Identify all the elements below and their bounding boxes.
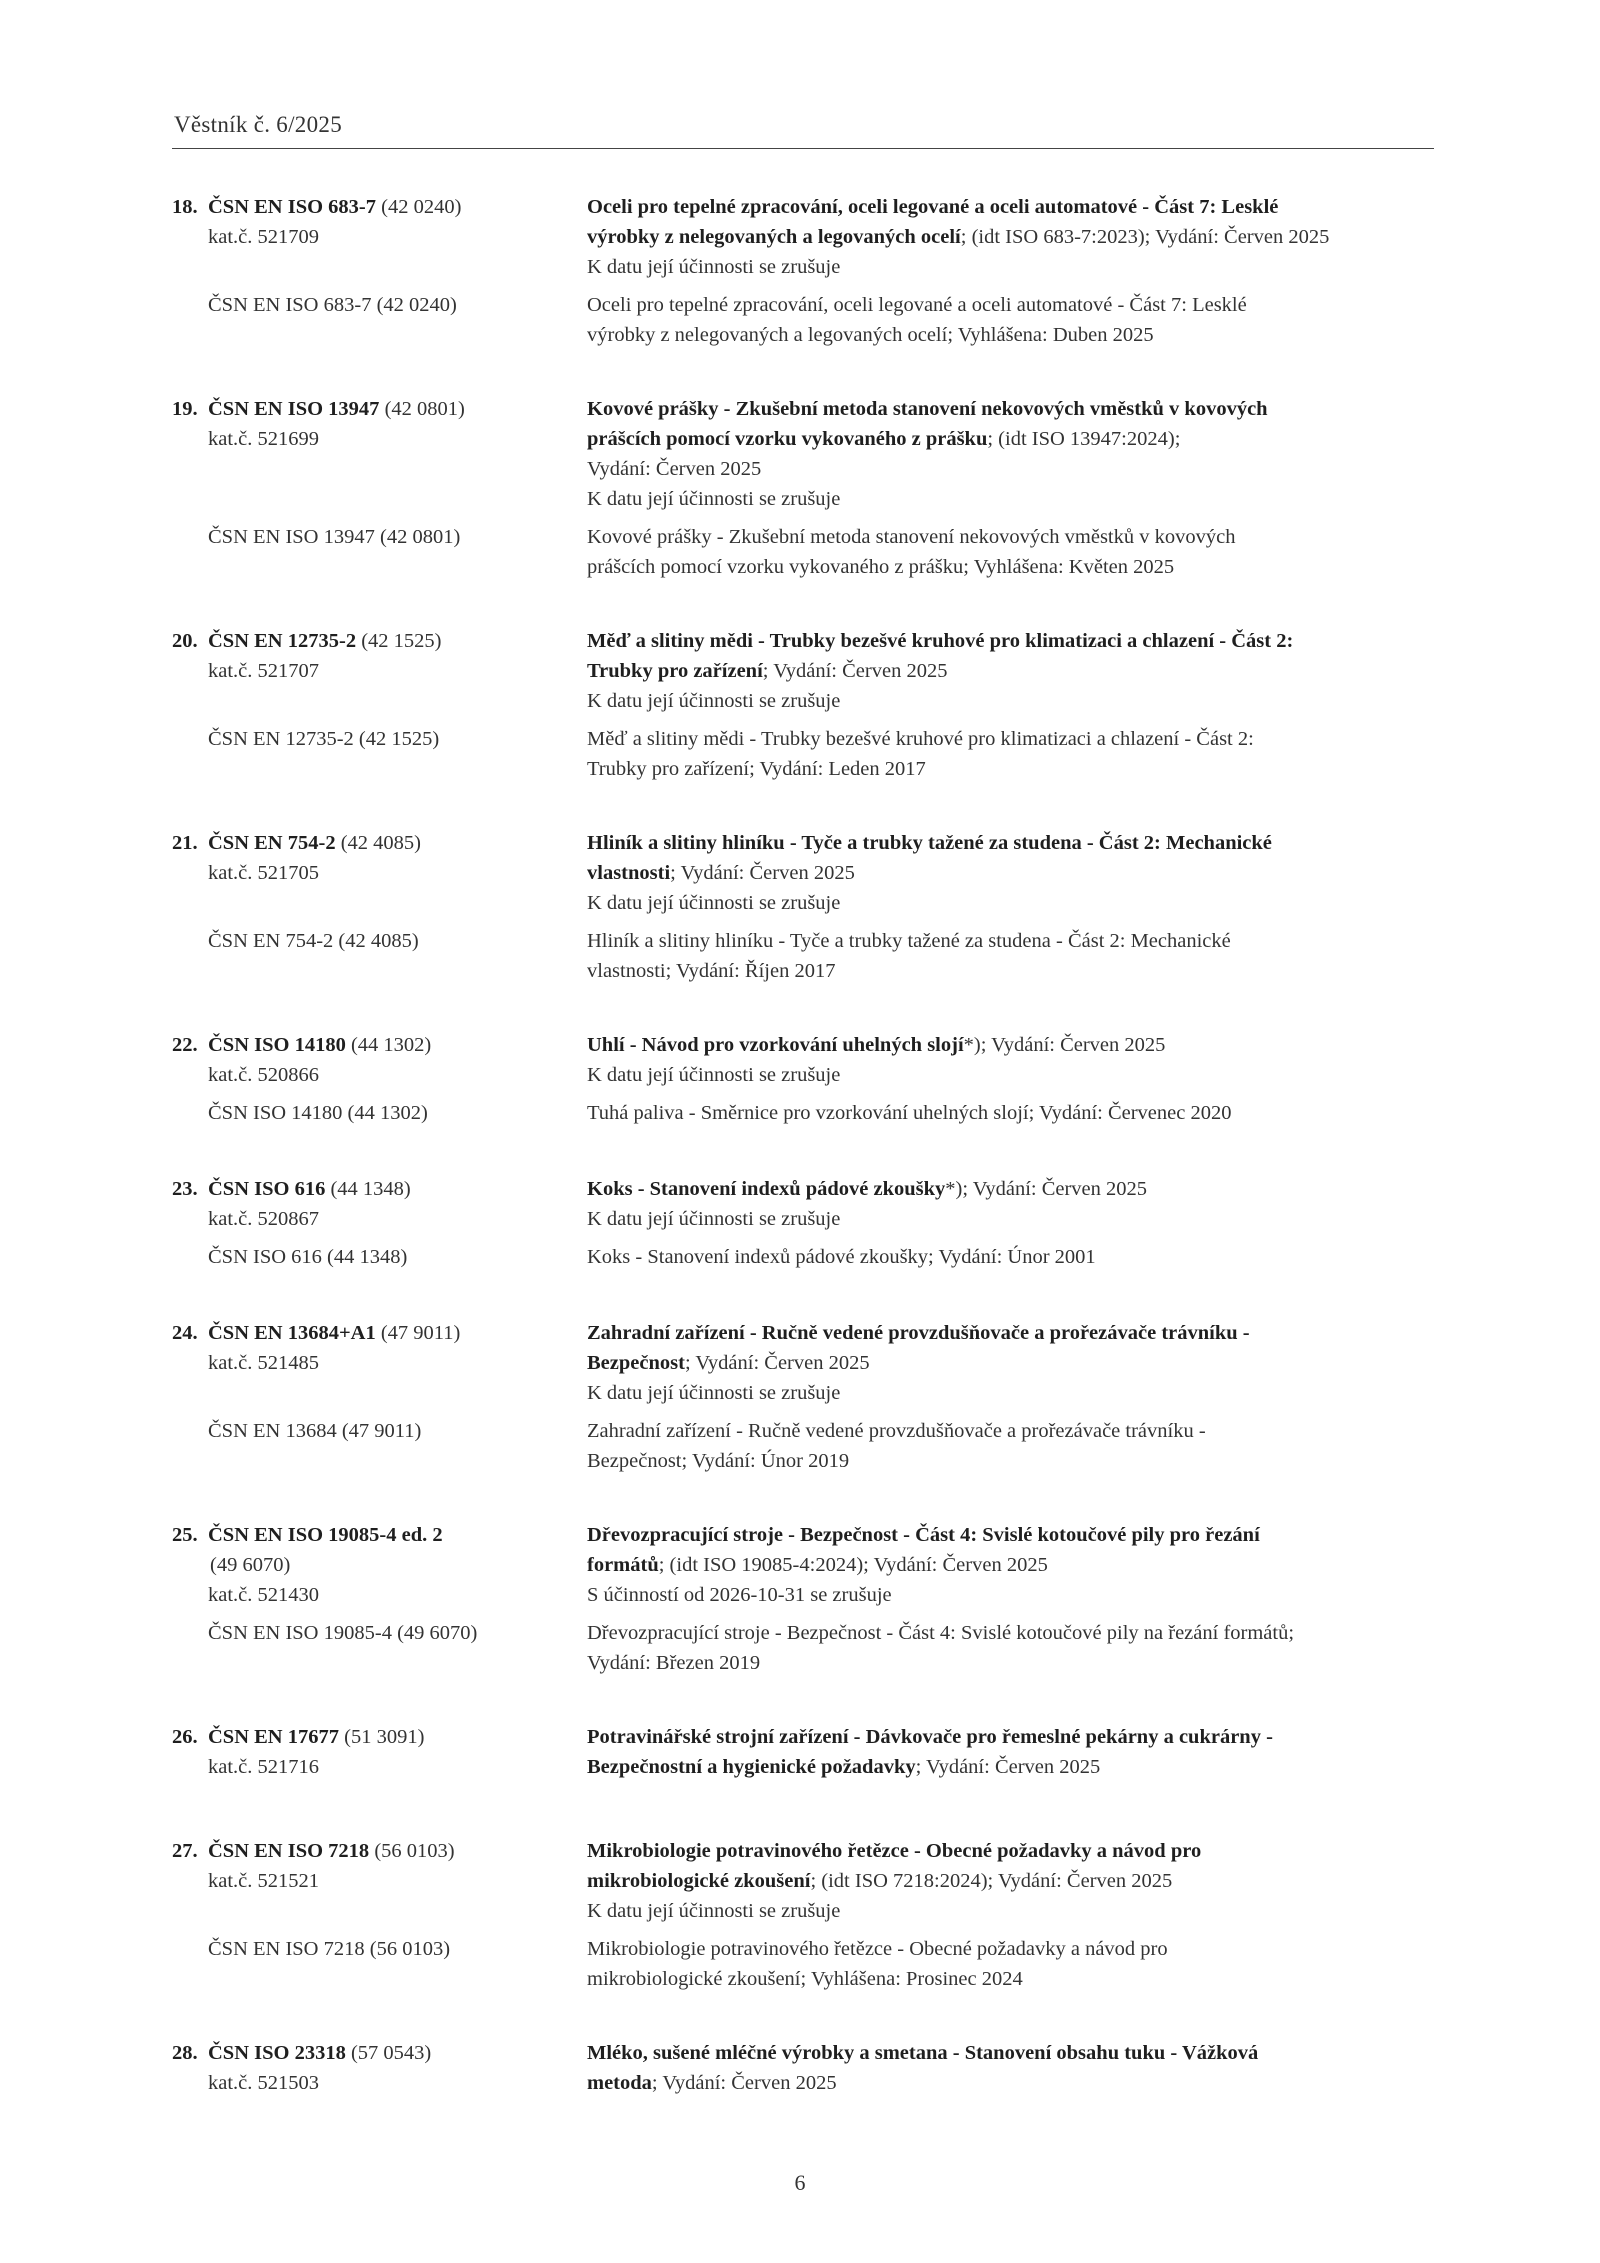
replaced-title-line: Měď a slitiny mědi - Trubky bezešvé kruhové pro klimatizaci a chlazení - Část 2:: [587, 728, 1254, 750]
standard-title: [587, 1722, 1437, 1782]
title-details: Vydání: Červen 2025: [587, 458, 762, 480]
standard-code: ČSN ISO 616: [208, 1178, 326, 1200]
replaced-standard-code: [172, 1618, 572, 1648]
replaced-title-line: Oceli pro tepelné zpracování, oceli legované a oceli automatové - Část 7: Lesklé: [587, 294, 1247, 316]
replaced-code: ČSN ISO 616 (44 1348): [208, 1246, 408, 1268]
replaced-title-line: Dřevozpracující stroje - Bezpečnost - Část 4: Svislé kotoučové pily na řezání formátů;: [587, 1622, 1295, 1644]
standard-designation: [172, 626, 572, 686]
standard-code: ČSN EN 12735-2: [208, 630, 357, 652]
replaced-standard-title: [587, 1934, 1437, 1994]
title-details: *); Vydání: Červen 2025: [963, 1034, 1166, 1056]
catalog-number: kat.č. 521699: [208, 428, 320, 450]
title-bold: Oceli pro tepelné zpracování, oceli legované a oceli automatové - Část 7: Lesklé: [587, 196, 1279, 218]
standard-code: ČSN EN 13684+A1: [208, 1322, 376, 1344]
title-details: *); Vydání: Červen 2025: [945, 1178, 1148, 1200]
standard-title: [587, 192, 1437, 282]
title-details: ; Vydání: Červen 2025: [762, 660, 948, 682]
classification-code: (57 0543): [350, 2042, 432, 2064]
replaced-code: ČSN ISO 14180 (44 1302): [208, 1102, 428, 1124]
title-bold: Koks - Stanovení indexů pádové zkoušky: [587, 1178, 946, 1200]
catalog-number: kat.č. 521716: [208, 1756, 320, 1778]
standard-designation: [172, 1174, 572, 1234]
replaced-title-line: Bezpečnost; Vydání: Únor 2019: [587, 1450, 850, 1472]
entry-number: 18.: [172, 196, 198, 218]
replaced-title-line: Koks - Stanovení indexů pádové zkoušky; Vydání: Únor 2001: [587, 1246, 1096, 1268]
classification-code: (42 0240): [381, 196, 462, 218]
title-details: K datu její účinnosti se zrušuje: [587, 1900, 841, 1922]
title-bold: vlastnosti: [587, 862, 671, 884]
catalog-number: kat.č. 521521: [208, 1870, 320, 1892]
title-bold: Mléko, sušené mléčné výrobky a smetana - Stanovení obsahu tuku - Vážková: [587, 2042, 1259, 2064]
standard-designation: [172, 1722, 572, 1782]
standard-code: ČSN ISO 23318: [208, 2042, 346, 2064]
replaced-title-line: Kovové prášky - Zkušební metoda stanovení nekovových vměstků v kovových: [587, 526, 1236, 548]
title-details: ; Vydání: Červen 2025: [684, 1352, 870, 1374]
replaced-code: ČSN EN 13684 (47 9011): [208, 1420, 422, 1442]
classification-code: (42 4085): [340, 832, 421, 854]
classification-code: (51 3091): [344, 1726, 425, 1748]
title-bold: metoda: [587, 2072, 652, 2094]
replaced-code: ČSN EN ISO 19085-4 (49 6070): [208, 1622, 478, 1644]
replaced-title-line: výrobky z nelegovaných a legovaných ocelí; Vyhlášena: Duben 2025: [587, 324, 1154, 346]
replaced-standard-title: [587, 290, 1437, 350]
title-bold: Mikrobiologie potravinového řetězce - Obecné požadavky a návod pro: [587, 1840, 1202, 1862]
replaced-standard-code: [172, 1242, 572, 1272]
standard-designation: [172, 394, 572, 454]
title-details: ; (idt ISO 683-7:2023); Vydání: Červen 2025: [960, 226, 1330, 248]
entry-number: 24.: [172, 1322, 198, 1344]
replaced-code: ČSN EN ISO 13947 (42 0801): [208, 526, 461, 548]
title-details: K datu její účinnosti se zrušuje: [587, 1208, 841, 1230]
entry-number: 22.: [172, 1034, 198, 1056]
standard-code: ČSN EN 754-2: [208, 832, 336, 854]
standard-code: ČSN ISO 14180: [208, 1034, 346, 1056]
title-bold: Hliník a slitiny hliníku - Tyče a trubky tažené za studena - Část 2: Mechanické: [587, 832, 1272, 854]
replaced-standard-title: [587, 1242, 1437, 1272]
title-bold: Kovové prášky - Zkušební metoda stanovení nekovových vměstků v kovových: [587, 398, 1268, 420]
entry-number: 26.: [172, 1726, 198, 1748]
classification-code: (42 1525): [361, 630, 442, 652]
replaced-code: ČSN EN ISO 683-7 (42 0240): [208, 294, 457, 316]
standard-designation: [172, 192, 572, 252]
catalog-number: kat.č. 520867: [208, 1208, 320, 1230]
replaced-standard-title: [587, 724, 1437, 784]
catalog-number: kat.č. 521707: [208, 660, 320, 682]
replaced-code: ČSN EN 12735-2 (42 1525): [208, 728, 440, 750]
entry-number: 21.: [172, 832, 198, 854]
replaced-title-line: prášcích pomocí vzorku vykovaného z prášku; Vyhlášena: Květen 2025: [587, 556, 1175, 578]
title-bold: výrobky z nelegovaných a legovaných ocelí: [587, 226, 961, 248]
catalog-number: kat.č. 521430: [208, 1584, 320, 1606]
title-details: ; Vydání: Červen 2025: [651, 2072, 837, 2094]
bulletin-title: Věstník č. 6/2025: [174, 112, 342, 137]
page-number: 6: [794, 2170, 806, 2195]
replaced-standard-code: [172, 1098, 572, 1128]
title-bold: formátů: [587, 1554, 659, 1576]
standard-designation: [172, 1520, 572, 1610]
title-details: K datu její účinnosti se zrušuje: [587, 1064, 841, 1086]
catalog-number: kat.č. 521705: [208, 862, 320, 884]
standard-title: [587, 1520, 1437, 1610]
replaced-standard-title: [587, 926, 1437, 986]
standard-designation: [172, 1318, 572, 1378]
title-bold: Bezpečnost: [587, 1352, 685, 1374]
standard-title: [587, 1174, 1437, 1234]
title-bold: prášcích pomocí vzorku vykovaného z prášku: [587, 428, 988, 450]
catalog-number: kat.č. 520866: [208, 1064, 320, 1086]
title-bold: Trubky pro zařízení: [587, 660, 763, 682]
replaced-standard-title: [587, 522, 1437, 582]
title-details: ; (idt ISO 19085-4:2024); Vydání: Červen 2025: [658, 1554, 1048, 1576]
catalog-number: kat.č. 521709: [208, 226, 320, 248]
replaced-standard-title: [587, 1416, 1437, 1476]
replaced-standard-code: [172, 290, 572, 320]
replaced-title-line: vlastnosti; Vydání: Říjen 2017: [587, 960, 836, 982]
standard-code: ČSN EN ISO 683-7: [208, 196, 377, 218]
replaced-title-line: Hliník a slitiny hliníku - Tyče a trubky tažené za studena - Část 2: Mechanické: [587, 930, 1231, 952]
standard-title: [587, 626, 1437, 716]
replaced-standard-code: [172, 1934, 572, 1964]
replaced-code: ČSN EN ISO 7218 (56 0103): [208, 1938, 451, 1960]
entry-number: 20.: [172, 630, 198, 652]
replaced-standard-code: [172, 522, 572, 552]
standard-title: [587, 1836, 1437, 1926]
standard-title: [587, 1318, 1437, 1408]
replaced-title-line: Vydání: Březen 2019: [587, 1652, 761, 1674]
entry-number: 27.: [172, 1840, 198, 1862]
title-bold: Měď a slitiny mědi - Trubky bezešvé kruhové pro klimatizaci a chlazení - Část 2:: [587, 630, 1294, 652]
title-details: ; (idt ISO 7218:2024); Vydání: Červen 2025: [810, 1870, 1173, 1892]
standard-designation: [172, 1030, 572, 1090]
standard-code: ČSN EN ISO 19085-4 ed. 2: [208, 1524, 443, 1546]
title-details: K datu její účinnosti se zrušuje: [587, 488, 841, 510]
standard-title: [587, 828, 1437, 918]
replaced-title-line: Mikrobiologie potravinového řetězce - Obecné požadavky a návod pro: [587, 1938, 1168, 1960]
replaced-standard-code: [172, 1416, 572, 1446]
replaced-standard-code: [172, 724, 572, 754]
entry-number: 19.: [172, 398, 198, 420]
classification-code: (42 0801): [384, 398, 465, 420]
classification-code: (49 6070): [210, 1554, 291, 1576]
title-details: K datu její účinnosti se zrušuje: [587, 690, 841, 712]
standard-code: ČSN EN ISO 7218: [208, 1840, 370, 1862]
standard-title: [587, 394, 1437, 514]
title-details: K datu její účinnosti se zrušuje: [587, 256, 841, 278]
classification-code: (44 1302): [350, 1034, 432, 1056]
replaced-title-line: Trubky pro zařízení; Vydání: Leden 2017: [587, 758, 926, 780]
standard-designation: [172, 2038, 572, 2098]
title-bold: Dřevozpracující stroje - Bezpečnost - Část 4: Svislé kotoučové pily pro řezání: [587, 1524, 1260, 1546]
title-bold: Uhlí - Návod pro vzorkování uhelných slojí: [587, 1034, 964, 1056]
entry-number: 25.: [172, 1524, 198, 1546]
replaced-title-line: mikrobiologické zkoušení; Vyhlášena: Prosinec 2024: [587, 1968, 1023, 1990]
catalog-number: kat.č. 521485: [208, 1352, 320, 1374]
replaced-title-line: Zahradní zařízení - Ručně vedené provzdušňovače a prořezávače trávníku -: [587, 1420, 1206, 1442]
replaced-standard-code: [172, 926, 572, 956]
replaced-standard-title: [587, 1618, 1437, 1678]
standard-designation: [172, 1836, 572, 1896]
title-details: K datu její účinnosti se zrušuje: [587, 892, 841, 914]
replaced-standard-title: [587, 1098, 1437, 1128]
title-details: ; Vydání: Červen 2025: [670, 862, 855, 884]
title-bold: Bezpečnostní a hygienické požadavky: [587, 1756, 916, 1778]
standard-designation: [172, 828, 572, 888]
classification-code: (47 9011): [380, 1322, 461, 1344]
title-bold: mikrobiologické zkoušení: [587, 1870, 811, 1892]
standard-title: [587, 2038, 1437, 2098]
entry-number: 28.: [172, 2042, 198, 2064]
standard-code: ČSN EN 17677: [208, 1726, 339, 1748]
title-bold: Zahradní zařízení - Ručně vedené provzdušňovače a prořezávače trávníku -: [587, 1322, 1250, 1344]
standard-code: ČSN EN ISO 13947: [208, 398, 380, 420]
replaced-title-line: Tuhá paliva - Směrnice pro vzorkování uhelných slojí; Vydání: Červenec 2020: [587, 1102, 1232, 1124]
catalog-number: kat.č. 521503: [208, 2072, 320, 2094]
title-details: S účinností od 2026-10-31 se zrušuje: [587, 1584, 892, 1606]
replaced-code: ČSN EN 754-2 (42 4085): [208, 930, 419, 952]
entry-number: 23.: [172, 1178, 198, 1200]
title-bold: Potravinářské strojní zařízení - Dávkovače pro řemeslné pekárny a cukrárny -: [587, 1726, 1273, 1748]
standard-title: [587, 1030, 1437, 1090]
title-details: ; Vydání: Červen 2025: [915, 1756, 1101, 1778]
title-details: K datu její účinnosti se zrušuje: [587, 1382, 841, 1404]
title-details: ; (idt ISO 13947:2024);: [987, 428, 1181, 450]
classification-code: (56 0103): [374, 1840, 455, 1862]
classification-code: (44 1348): [330, 1178, 411, 1200]
